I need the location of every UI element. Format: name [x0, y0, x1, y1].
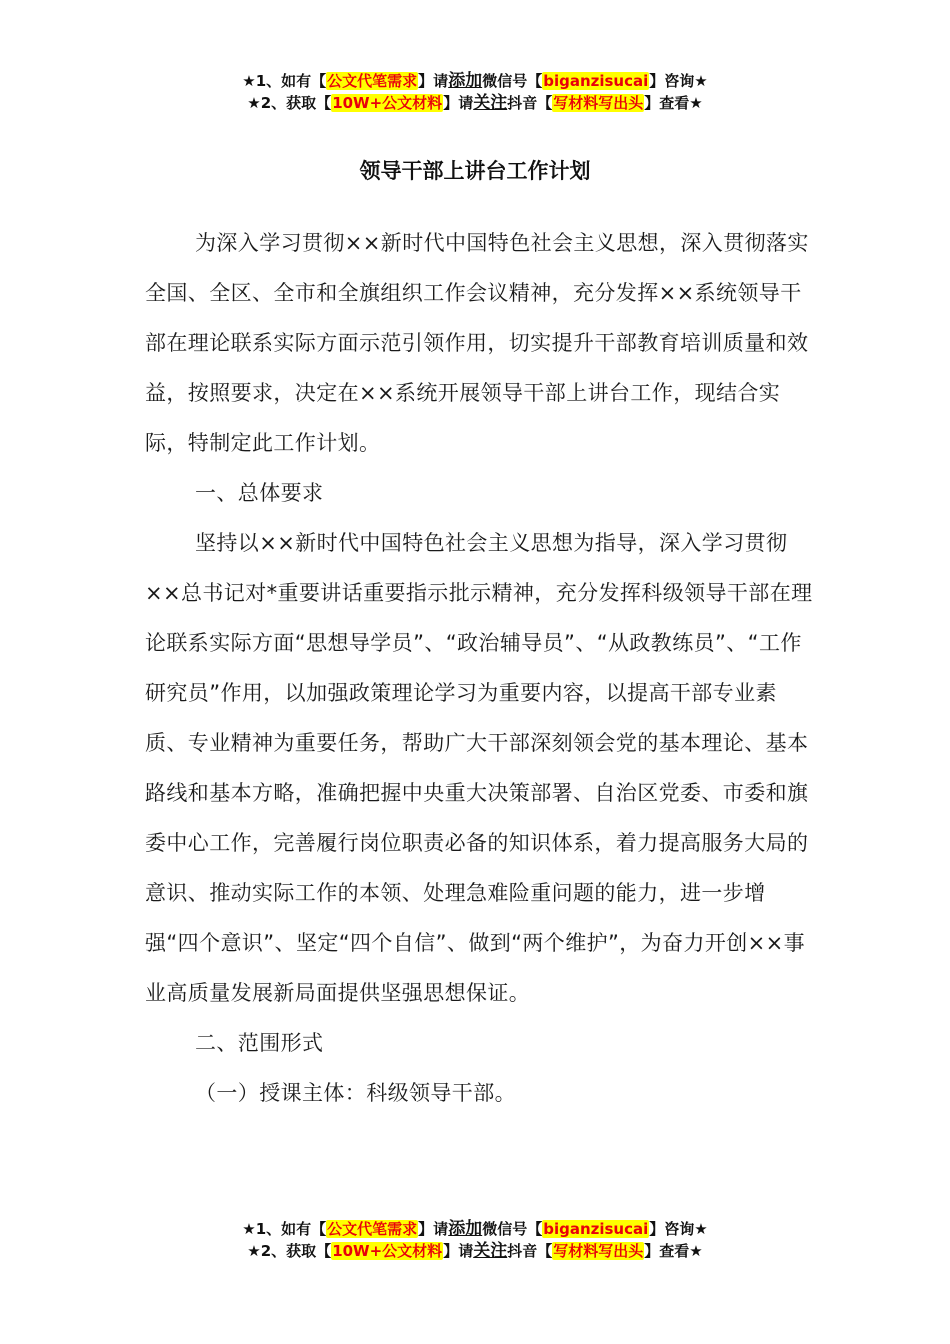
section-heading-1: 一、总体要求	[195, 481, 324, 505]
document-title: 领导干部上讲台工作计划	[359, 159, 591, 183]
promo-line-2: ★2、获取【10W+公文材料】请关注抖音【写材料写出头】查看★	[247, 1241, 703, 1261]
section-heading-2: 二、范围形式	[195, 1031, 324, 1055]
promo-line-1: ★1、如有【公文代笔需求】请添加微信号【biganzisucai】咨询★	[242, 71, 708, 91]
promo-wechat-id: biganzisucai	[543, 72, 649, 90]
promo-wechat-id: biganzisucai	[543, 1220, 649, 1238]
list-item: （一）授课主体：科级领导干部。	[195, 1081, 516, 1105]
promo-banner-bottom	[0, 1218, 950, 1262]
promo-highlight: 10W+公文材料	[332, 1242, 443, 1260]
promo-douyin-id: 写材料写出头	[553, 94, 644, 112]
promo-line-1: ★1、如有【公文代笔需求】请添加微信号【biganzisucai】咨询★	[242, 1219, 708, 1239]
promo-highlight: 公文代笔需求	[327, 1220, 418, 1238]
promo-highlight: 10W+公文材料	[332, 94, 443, 112]
promo-line-2: ★2、获取【10W+公文材料】请关注抖音【写材料写出头】查看★	[247, 93, 703, 113]
paragraph-general-requirements: 坚持以××新时代中国特色社会主义思想为指导，深入学习贯彻××总书记对*重要讲话重要指示批示精神，充分发挥科级领导干部在理论联系实际方面“思想导学员”、“政治辅导员”、“从政教练员”、“工作研究员”作用，以加强政策理论学习为重要内容，以提高干部专业素质、专业精神为重要任务，帮助广大干部深刻领会党的基本理论、基本路线和基本方略，准确把握中央重大决策部署、自治区党委、市委和旗委中心工作，完善履行岗位职责必备的知识体系，着力提高服务大局的意识、推动实际工作的本领、处理急难险重问题的能力，进一步增强“四个意识”、坚定“四个自信”、做到“两个维护”，为奋力开创××事业高质量发展新局面提供坚强思想保证。	[145, 531, 813, 1005]
document-body	[145, 218, 815, 1118]
promo-banner-top	[0, 70, 950, 114]
promo-highlight: 公文代笔需求	[327, 72, 418, 90]
promo-douyin-id: 写材料写出头	[553, 1242, 644, 1260]
paragraph-intro: 为深入学习贯彻××新时代中国特色社会主义思想，深入贯彻落实全国、全区、全市和全旗组织工作会议精神，充分发挥××系统领导干部在理论联系实际方面示范引领作用，切实提升干部教育培训质量和效益，按照要求，决定在××系统开展领导干部上讲台工作，现结合实际，特制定此工作计划。	[145, 231, 809, 455]
